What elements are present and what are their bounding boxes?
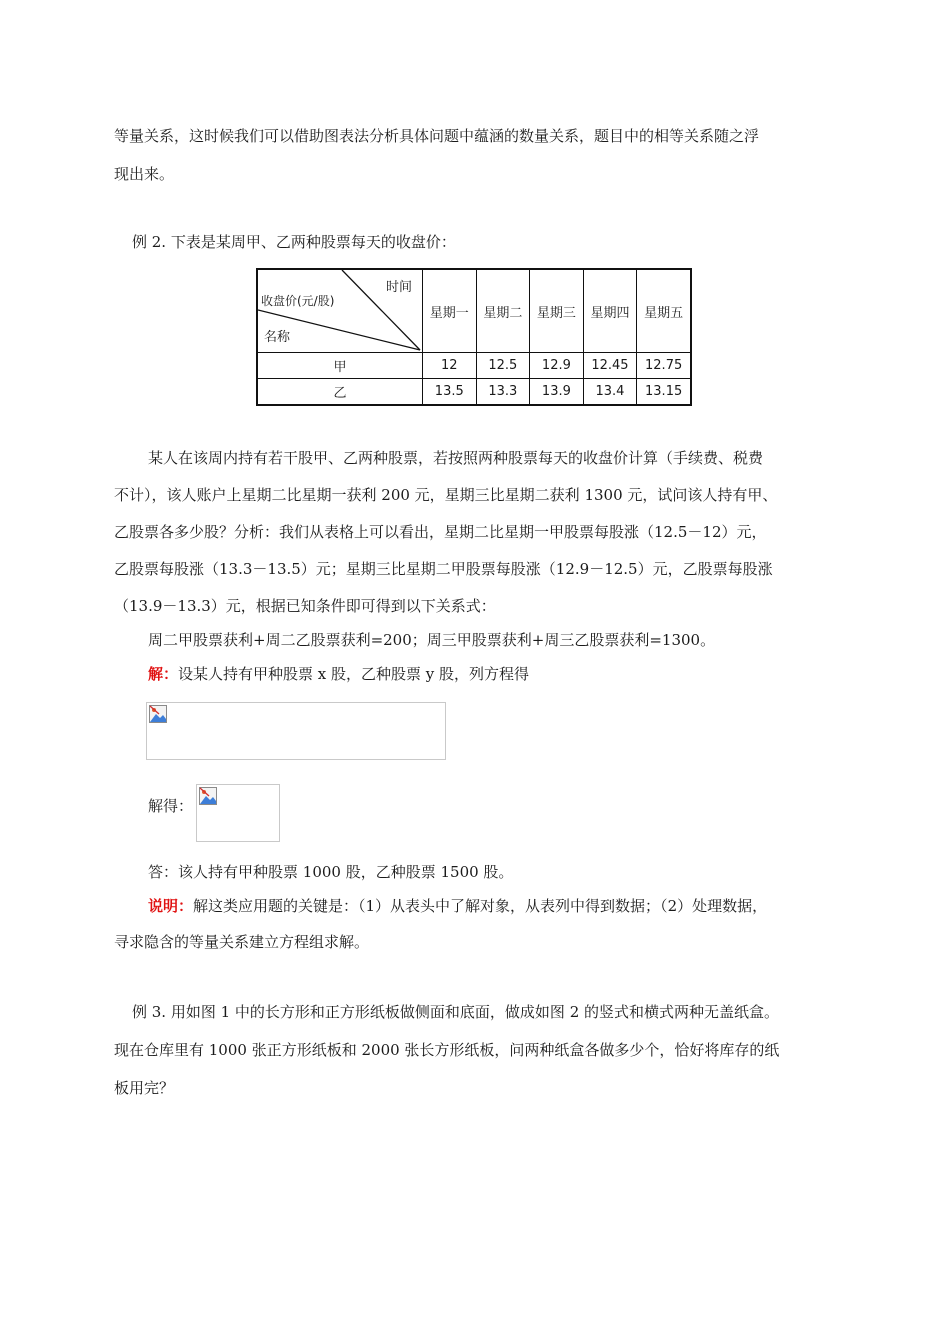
solve-label: 解得： (148, 797, 194, 815)
table-cell: 13.9 (530, 378, 584, 405)
broken-image-icon (149, 705, 167, 723)
note-label: 说明： (148, 897, 194, 915)
day-header: 星期五 (637, 269, 691, 353)
table-row (257, 378, 691, 405)
solution-text: 设某人持有甲种股票 x 股，乙种股票 y 股，列方程得 (178, 665, 530, 683)
table-cell: 13.3 (476, 378, 530, 405)
table-cell: 12.5 (476, 353, 530, 379)
stock-price-table (256, 268, 692, 406)
problem-line-3: 乙股票各多少股？分析：我们从表格上可以看出，星期二比星期一甲股票每股涨（12.5－12）元， (114, 523, 767, 541)
note-line-2: 寻求隐含的等量关系建立方程组求解。 (114, 933, 370, 951)
problem-line-1: 某人在该周内持有若干股甲、乙两种股票，若按照两种股票每天的收盘价计算（手续费、税费 (148, 449, 764, 467)
day-header: 星期一 (423, 269, 477, 353)
table-cell: 12 (423, 353, 477, 379)
solution-label: 解： (148, 665, 179, 683)
header-name-label: 名称 (264, 330, 291, 345)
row-name: 乙 (257, 378, 423, 405)
table-cell: 12.75 (637, 353, 691, 379)
row-name: 甲 (257, 353, 423, 379)
answer-line: 答：该人持有甲种股票 1000 股，乙种股票 1500 股。 (148, 863, 514, 881)
problem-line-5: （13.9－13.3）元，根据已知条件即可得到以下关系式： (114, 597, 496, 615)
note-text: 解这类应用题的关键是：（1）从表头中了解对象，从表列中得到数据；（2）处理数据， (193, 897, 768, 915)
intro-line-2: 现出来。 (114, 165, 175, 183)
example3-line-2: 现在仓库里有 1000 张正方形纸板和 2000 张长方形纸板，问两种纸盒各做多少个，恰好将库存的纸 (114, 1041, 780, 1059)
relation-line: 周二甲股票获利+周二乙股票获利=200；周三甲股票获利+周三乙股票获利=1300。 (148, 631, 716, 649)
table-cell: 13.4 (583, 378, 637, 405)
example3-line-3: 板用完？ (114, 1079, 175, 1097)
table-cell: 12.45 (583, 353, 637, 379)
example3-line-1: 例 3. 用如图 1 中的长方形和正方形纸板做侧面和底面，做成如图 2 的竖式和横式两种无盖纸盒。 (132, 1003, 780, 1021)
problem-line-2: 不计），该人账户上星期二比星期一获利 200 元，星期三比星期二获利 1300 元，试问该人持有甲、 (114, 486, 778, 504)
table-row (257, 353, 691, 379)
table-diagonal-header (257, 269, 423, 353)
note-paragraph (148, 896, 767, 916)
broken-image-icon (199, 787, 217, 805)
table-cell: 13.5 (423, 378, 477, 405)
equation-system-image (146, 702, 446, 760)
table-cell: 13.15 (637, 378, 691, 405)
intro-line-1: 等量关系，这时候我们可以借助图表法分析具体问题中蕴涵的数量关系，题目中的相等关系随之浮 (114, 127, 760, 145)
header-time-label: 时间 (385, 280, 412, 295)
solution-paragraph (148, 664, 529, 684)
example2-title: 例 2. 下表是某周甲、乙两种股票每天的收盘价： (132, 233, 456, 251)
header-price-label: 收盘价(元/股) (261, 294, 335, 308)
solution-result-image (196, 784, 280, 842)
problem-line-4: 乙股票每股涨（13.3－13.5）元；星期三比星期二甲股票每股涨（12.9－12.5）元，乙股票每股涨 (114, 560, 773, 578)
day-header: 星期二 (476, 269, 530, 353)
day-header: 星期四 (583, 269, 637, 353)
day-header: 星期三 (530, 269, 584, 353)
table-cell: 12.9 (530, 353, 584, 379)
